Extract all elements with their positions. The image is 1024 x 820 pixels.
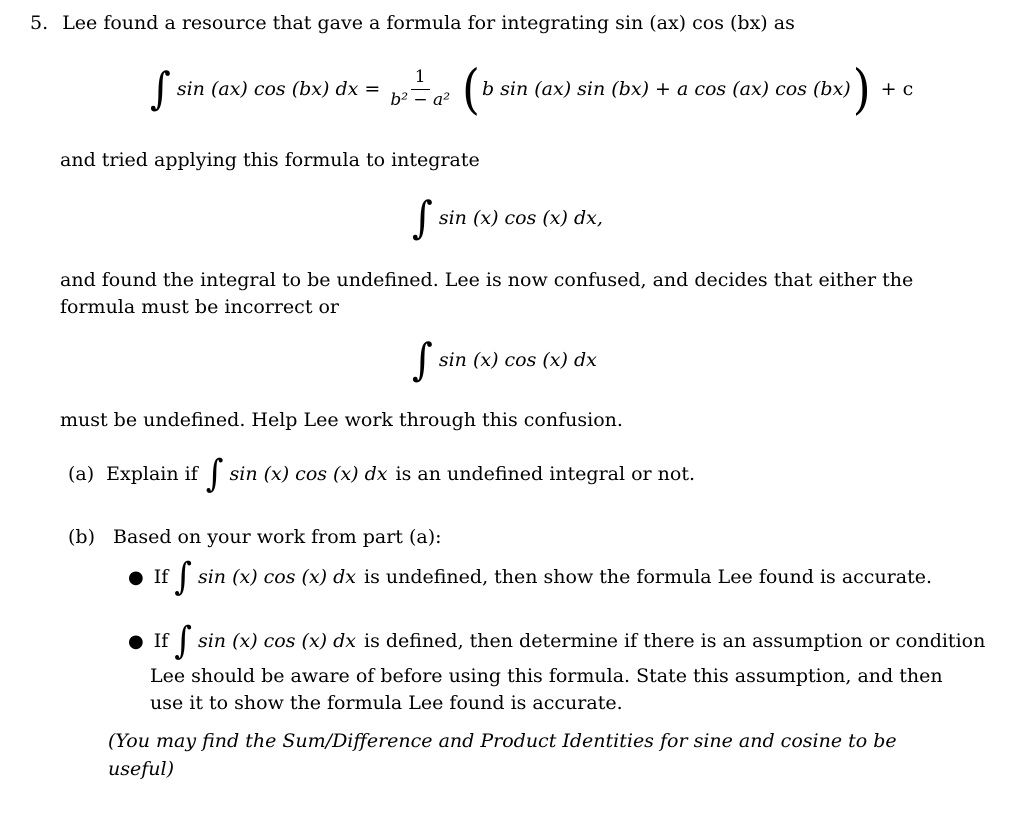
bullet-2-post: is defined, then determine if there is an assumption or condition [364, 630, 986, 652]
part-b [68, 526, 442, 548]
part-b-text: Based on your work from part (a): [113, 526, 442, 548]
part-a-post: is an undefined integral or not. [395, 463, 696, 485]
left-paren: ( [462, 57, 480, 121]
bullet-2-integral: sin (x) cos (x) dx [197, 630, 356, 652]
part-a-label: (a) [68, 463, 95, 485]
bullet-1-integral: sin (x) cos (x) dx [197, 566, 356, 588]
right-paren: ) [852, 57, 871, 121]
problem-number: 5. [30, 12, 49, 34]
integral-sign: ∫ [412, 192, 433, 244]
part-b-label: (b) [68, 526, 95, 548]
bullet-icon: ● [128, 566, 144, 588]
part-a-pre: Explain if [106, 463, 198, 485]
integral-display-1 [412, 192, 603, 244]
integral-display-2 [412, 334, 597, 386]
text-tried-applying: and tried applying this formula to integrate [60, 149, 480, 171]
bullet-2-pre: If [153, 630, 169, 652]
part-b-bullet-2 [128, 619, 986, 663]
part-a-integral: sin (x) cos (x) dx [229, 463, 388, 485]
integral-sign: ∫ [150, 63, 171, 115]
integral-sign: ∫ [412, 334, 433, 386]
formula-fraction [386, 67, 454, 111]
fraction-denominator: b² − a² [390, 89, 451, 110]
bullet-1-pre: If [153, 566, 169, 588]
integral-expression: sin (x) cos (x) dx, [438, 207, 603, 229]
integral-sign: ∫ [205, 452, 224, 496]
part-a [68, 452, 696, 496]
text-help-lee: must be undefined. Help Lee work through this confusion. [60, 409, 623, 431]
problem-intro: Lee found a resource that gave a formula for integrating sin (ax) cos (bx) as [62, 12, 795, 34]
bullet-2-continuation: Lee should be aware of before using this formula. State this assumption, and then use it to show the formula Lee found is accurate. [150, 665, 943, 714]
integral-sign: ∫ [174, 555, 192, 599]
text-found-undefined: and found the integral to be undefined. Lee is now confused, and decides that either the formula must be incorrect or [60, 269, 914, 318]
hint-text: (You may find the Sum/Difference and Product Identities for sine and cosine to be useful) [108, 730, 897, 780]
integral-sign: ∫ [174, 619, 192, 663]
formula-body: b sin (ax) sin (bx) + a cos (ax) cos (bx) [481, 78, 851, 100]
integral-expression: sin (x) cos (x) dx [438, 349, 597, 371]
formula [150, 57, 914, 121]
part-b-bullet-1 [128, 555, 933, 599]
formula-constant: + c [880, 78, 914, 100]
bullet-1-post: is undefined, then show the formula Lee found is accurate. [364, 566, 933, 588]
fraction-numerator: 1 [411, 67, 430, 89]
formula-lhs: sin (ax) cos (bx) dx = [176, 78, 381, 100]
problem-intro-line [30, 12, 795, 34]
bullet-icon: ● [128, 630, 144, 652]
